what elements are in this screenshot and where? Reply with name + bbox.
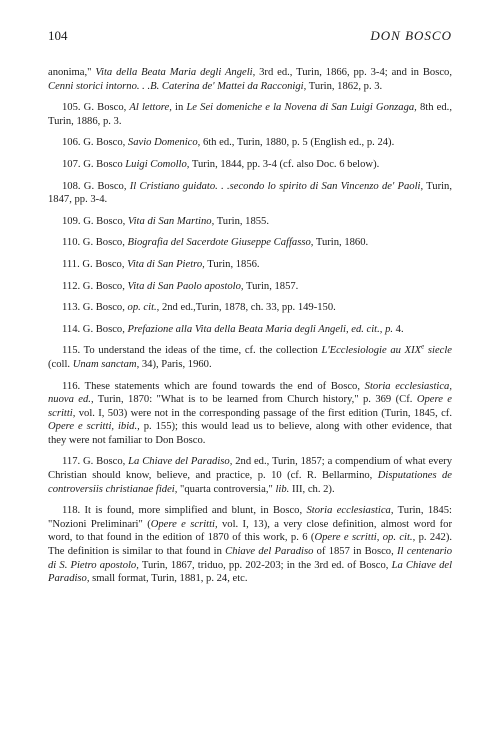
- note-text-segment: Turin, 1847, pp. 3-4.: [48, 180, 452, 206]
- note-text-segment: 107. G. Bosco: [62, 158, 126, 170]
- note-text-segment: La Chiave del Paradiso,: [128, 456, 233, 468]
- note-text-segment: Turin, 1844, pp. 3-4 (cf. also Doc. 6 below).: [189, 158, 380, 170]
- note-text-segment: Turin, 1860.: [313, 237, 369, 249]
- note-text-segment: siecle: [424, 345, 452, 357]
- note-text-segment: small format, Turin, 1881, p. 24, etc.: [89, 573, 248, 585]
- note-text-segment: 115. To understand the ideas of the time, cf. the collection: [62, 345, 322, 357]
- running-title: DON BOSCO: [370, 28, 452, 43]
- note-text-segment: of 1857 in Bosco,: [313, 546, 397, 558]
- note-text-segment: 114. G. Bosco,: [62, 323, 128, 335]
- note-text-segment: Turin, 1867, triduo, pp. 202-203; in the 3rd ed. of Bosco,: [138, 559, 392, 571]
- note-text-segment: Cenni storici intorno. . .B. Caterina de' Mattei da Racconigi,: [48, 80, 307, 92]
- note-text-segment: vol. I, 503) were not in the corresponding passage of the first edition (Turin, 1845, cf.: [75, 407, 452, 419]
- note-110: [48, 236, 452, 250]
- note-text-segment: anonima,": [48, 67, 96, 78]
- note-text-segment: 111. G. Bosco,: [62, 258, 128, 270]
- note-text-segment: 116. These statements which are found towards the end of Bosco,: [62, 380, 365, 392]
- note-text-segment: Luigi Comollo,: [125, 158, 190, 170]
- note-text-segment: Biografia del Sacerdote Giuseppe Caffasso,: [127, 237, 314, 249]
- note-text-segment: L'Ecclesiologie au XIX: [321, 345, 422, 357]
- note-text-segment: Opere e scritti,: [150, 518, 218, 530]
- endnotes-list: [48, 66, 452, 586]
- running-head: [48, 28, 452, 50]
- note-text-segment: Unam sanctam,: [72, 358, 140, 370]
- note-text-segment: "quarta controversia,": [177, 483, 276, 495]
- book-page: [48, 28, 452, 594]
- note-text-segment: p. 242). The definition is similar to that found in: [48, 532, 452, 558]
- note-text-segment: p. 155); this would lead us to believe, along with other evidence, that they were not familiar to Don Bosco.: [48, 421, 452, 446]
- note-105: [48, 101, 452, 128]
- note-108: [48, 180, 452, 207]
- note-text-segment: Le Sei domeniche e la Novena di San Luigi Gonzaga,: [186, 102, 417, 114]
- note-text-segment: Prefazione alla Vita della Beata Maria degli Angeli, ed. cit., p.: [127, 323, 394, 335]
- note-text-segment: 108. G. Bosco,: [62, 180, 130, 192]
- note-text-segment: (coll.: [48, 358, 73, 370]
- note-text-segment: 8th ed., Turin, 1886, p. 3.: [48, 102, 452, 127]
- note-text-segment: 106. G. Bosco,: [62, 137, 128, 149]
- note-text-segment: 118. It is found, more simplified and blunt, in Bosco,: [62, 505, 307, 517]
- note-text-segment: III, ch. 2).: [289, 483, 335, 495]
- note-112: [48, 280, 452, 294]
- note-text-segment: 2nd ed.,Turin, 1878, ch. 33, pp. 149-150.: [159, 302, 336, 314]
- note-109: [48, 215, 452, 229]
- note-text-segment: 3rd ed., Turin, 1866, pp. 3-4; and in Bosco,: [255, 67, 452, 78]
- note-text-segment: Storia ecclesiastica, nuova ed.,: [48, 380, 453, 406]
- note-text-segment: Turin, 1862, p. 3.: [306, 80, 383, 92]
- note-text-segment: Turin, 1845: "Nozioni Preliminari" (: [48, 505, 452, 530]
- note-text-segment: Vita di San Pietro,: [127, 258, 205, 270]
- note-text-segment: Savio Domenico,: [127, 137, 201, 149]
- note-116: [48, 380, 452, 448]
- note-107: [48, 158, 452, 172]
- note-117: [48, 455, 452, 496]
- note-text-segment: 109. G. Bosco,: [62, 215, 128, 227]
- note-106: [48, 136, 452, 150]
- note-text-segment: 112. G. Bosco,: [62, 280, 128, 292]
- note-text-segment: 113. G. Bosco,: [62, 302, 128, 314]
- note-text-segment: 34), Paris, 1960.: [139, 358, 212, 370]
- note-text-segment: vol. I, 13), a very close definition, almost word for word, to that found in the edition of 1870 of this work, p. 6 (: [48, 518, 452, 544]
- note-text-segment: Il Cristiano guidato. . .secondo lo spirito di San Vincenzo de' Paoli,: [129, 180, 424, 192]
- note-text-segment: 2nd ed., Turin, 1857; a compendium of what every Christian should know, believe, and practice, p. 10 (cf. R. Bellarmino,: [48, 456, 452, 482]
- page-number: 104: [48, 28, 68, 43]
- note-text-segment: 4.: [393, 323, 404, 335]
- note-text-segment: Turin, 1857.: [243, 280, 299, 292]
- note-text-segment: op. cit.,: [127, 302, 160, 314]
- note-text-segment: Al lettore,: [129, 102, 172, 114]
- note-118: [48, 504, 452, 586]
- note-113: [48, 301, 452, 315]
- note-text-segment: Turin, 1870: "What is to be learned from Church history," p. 369 (Cf.: [93, 394, 417, 406]
- note-text-segment: 105. G. Bosco,: [62, 102, 130, 114]
- note-text-segment: Turin, 1855.: [214, 215, 270, 227]
- note-text-segment: Disputationes de controversiis christianae fidei,: [48, 470, 452, 495]
- note-text-segment: Storia ecclesiastica,: [306, 505, 394, 517]
- note-text-segment: 117. G. Bosco,: [62, 456, 129, 468]
- note-111: [48, 258, 452, 272]
- note-text-segment: in: [171, 102, 187, 114]
- note-text-segment: e: [421, 342, 425, 351]
- note-text-segment: Vita della Beata Maria degli Angeli,: [95, 67, 256, 78]
- note-text-segment: Opere e scritti, ibid.,: [48, 421, 140, 433]
- note-text-segment: Il centenario di S. Pietro apostolo,: [48, 546, 452, 571]
- note-text-segment: 110. G. Bosco,: [62, 237, 128, 249]
- note-text-segment: 6th ed., Turin, 1880, p. 5 (English ed., p. 24).: [200, 137, 395, 149]
- note-text-segment: Chiave del Paradiso: [225, 546, 314, 558]
- note-text-segment: Vita di San Martino,: [127, 215, 215, 227]
- note-text-segment: lib.: [275, 483, 290, 495]
- note-114: [48, 323, 452, 337]
- note-text-segment: La Chiave del Paradiso,: [48, 559, 453, 585]
- note-text-segment: Opere e scritti, op. cit.,: [314, 532, 416, 544]
- note-text-segment: Vita di San Paolo apostolo,: [127, 280, 244, 292]
- note-text-segment: Turin, 1856.: [204, 258, 260, 270]
- note-text-segment: Opere e scritti,: [48, 394, 452, 419]
- note-continued: [48, 66, 452, 93]
- note-115: [48, 344, 452, 371]
